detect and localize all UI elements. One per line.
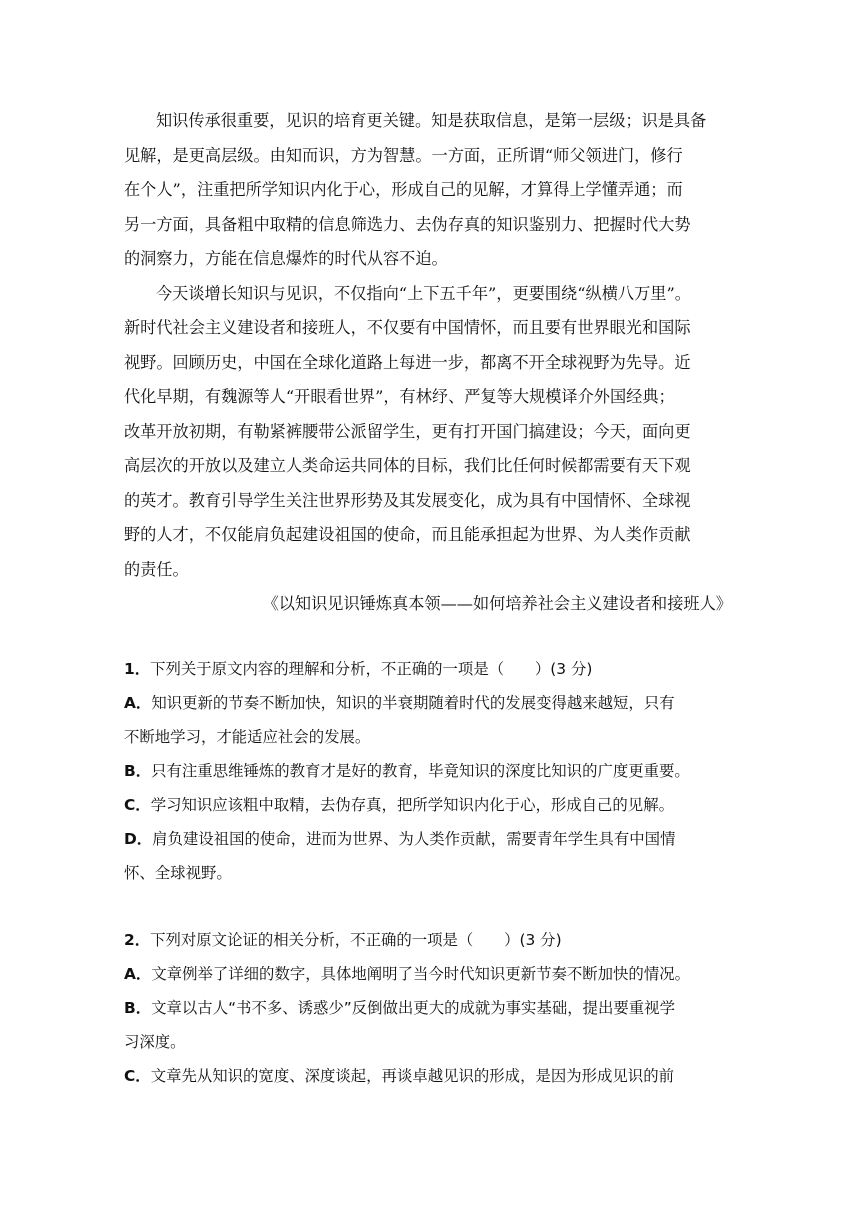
question-number: 2． [124, 930, 151, 949]
passage-line: 的英才。教育引导学生关注世界形势及其发展变化，成为具有中国情怀、全球视 [124, 490, 691, 510]
passage-line: 的责任。 [124, 559, 189, 579]
passage-line: 新时代社会主义建设者和接班人，不仅要有中国情怀，而且要有世界眼光和国际 [124, 318, 691, 337]
passage-line: 的洞察力，方能在信息爆炸的时代从容不迫。 [124, 249, 448, 268]
option-letter: A． [124, 693, 152, 712]
option-text: 文章例举了详细的数字，具体地阐明了当今时代知识更新节奏不断加快的情况。 [151, 964, 690, 983]
passage-paragraph-1 [124, 104, 744, 277]
option-text: 文章以古人“书不多、诱惑少”反倒做出更大的成就为事实基础，提出要重视学 [151, 998, 675, 1017]
question-2 [124, 923, 744, 1093]
passage-line: 改革开放初期，有勒紧裤腰带公派留学生，更有打开国门搞建设；今天，面向更 [124, 421, 691, 441]
question-stem-text: 下列关于原文内容的理解和分析，不正确的一项是（ ）(3 分) [150, 659, 593, 678]
option-c [124, 788, 744, 822]
option-text: 学习知识应该粗中取精，去伪存真，把所学知识内化于心，形成自己的见解。 [150, 795, 674, 814]
passage-line: 高层次的开放以及建立人类命运共同体的目标，我们比任何时候都需要有天下观 [124, 456, 691, 475]
passage-line: 代化早期，有魏源等人“开眼看世界”，有林纾、严复等大规模译介外国经典； [124, 387, 675, 406]
option-b [124, 991, 744, 1025]
passage-line: 今天谈增长知识与见识，不仅指向“上下五千年”，更要围绕“纵横八万里”。 [156, 283, 691, 303]
option-text: 知识更新的节奏不断加快，知识的半衰期随着时代的发展变得越来越短，只有 [151, 693, 675, 712]
option-letter: D． [124, 829, 153, 848]
option-text: 文章先从知识的宽度、深度谈起，再谈卓越见识的形成，是因为形成见识的前 [150, 1066, 674, 1085]
option-c [124, 1059, 744, 1093]
question-1 [124, 652, 744, 890]
option-d-continued: 怀、全球视野。 [124, 863, 232, 882]
passage-line: 野的人才，不仅能肩负起建设祖国的使命，而且能承担起为世界、为人类作贡献 [124, 525, 691, 544]
passage-line: 知识传承很重要，见识的培育更关键。知是获取信息，是第一层级；识是具备 [156, 111, 707, 130]
option-text: 只有注重思维锤炼的教育才是好的教育，毕竟知识的深度比知识的广度更重要。 [151, 761, 690, 780]
option-letter: B． [124, 998, 152, 1017]
passage-line: 在个人”，注重把所学知识内化于心，形成自己的见解，才算得上学懂弄通；而 [124, 180, 683, 199]
passage-line: 见解，是更高层级。由知而识，方为智慧。一方面，正所谓“师父领进门，修行 [124, 145, 683, 165]
question-number: 1． [124, 659, 151, 678]
passage-paragraph-2 [124, 277, 744, 588]
question-stem [124, 923, 744, 957]
option-text: 肩负建设祖国的使命，进而为世界、为人类作贡献，需要青年学生具有中国情 [152, 829, 676, 848]
passage-source: 《以知识见识锤炼真本领——如何培养社会主义建设者和接班人》 [262, 594, 732, 613]
option-letter: A． [124, 964, 152, 983]
passage-line: 视野。回顾历史，中国在全球化道路上每进一步，都离不开全球视野为先导。近 [124, 352, 691, 372]
document-content [124, 104, 744, 1093]
option-d [124, 822, 744, 856]
option-a [124, 957, 744, 991]
option-letter: C． [124, 1066, 151, 1085]
question-stem [124, 652, 744, 686]
question-stem-text: 下列对原文论证的相关分析，不正确的一项是（ ）(3 分) [150, 930, 562, 949]
option-a [124, 686, 744, 720]
option-letter: B． [124, 761, 152, 780]
passage-line: 另一方面，具备粗中取精的信息筛选力、去伪存真的知识鉴别力、把握时代大势 [124, 214, 691, 234]
option-letter: C． [124, 795, 151, 814]
option-b-continued: 习深度。 [124, 1032, 186, 1051]
option-b [124, 754, 744, 788]
option-a-continued: 不断地学习，才能适应社会的发展。 [124, 727, 371, 746]
